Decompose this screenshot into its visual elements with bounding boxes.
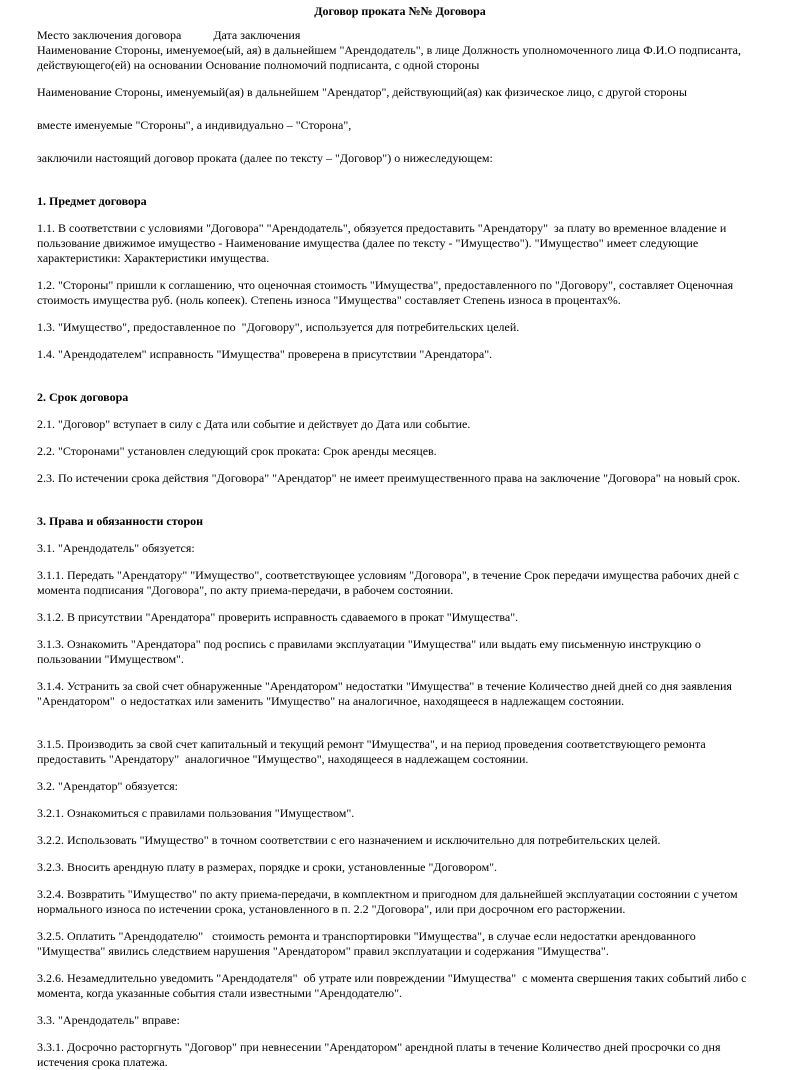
clause-3-2: 3.2. "Арендатор" обязуется: [37, 779, 178, 793]
section-heading-1: 1. Предмет договора [37, 194, 147, 208]
clause-2-1: 2.1. "Договор" вступает в силу с Дата или событие и действует до Дата или событие. [37, 417, 471, 431]
clause-3-2-4: 3.2.4. Возвратить "Имущество" по акту приема-передачи, в комплектном и пригодном для дальнейшей эксплуатации состоянии с учетом нормального износа по истечении срока, установленного в п. 2.2 "Договора", или при досрочном его расторжении. [37, 887, 738, 916]
clause-1-3: 1.3. "Имущество", предоставленное по "Договору", используется для потребительских целей. [37, 320, 520, 334]
clause-3-2-5: 3.2.5. Оплатить "Арендодателю" стоимость ремонта и транспортировки "Имущества", в случае если недостатки арендованного "Имущества" явились следствием нарушения "Арендатором" правил эксплуатации и содержания "Имущества". [37, 929, 702, 958]
clause-3-1-1: 3.1.1. Передать "Арендатору" "Имущество", соответствующее условиям "Договора", в течение Срок передачи имущества рабочих дней с момента подписания "Договора", по акту приема-передачи, в рабочем состоянии. [37, 568, 739, 597]
preamble-landlord: Наименование Стороны, именуемое(ый, ая) в дальнейшем "Арендодатель", в лице Должность уполномоченного лица Ф.И.О подписанта, действующего(ей) на основании Основание полномочий подписанта, с одной стороны [37, 43, 741, 72]
document-title: Договор проката №№ Договора [314, 4, 486, 18]
section-heading-3: 3. Права и обязанности сторон [37, 514, 204, 528]
clause-2-2: 2.2. "Сторонами" установлен следующий срок проката: Срок аренды месяцев. [37, 444, 437, 458]
place-date-row [37, 28, 763, 43]
clause-3-2-3: 3.2.3. Вносить арендную плату в размерах, порядке и сроки, установленные "Договором". [37, 860, 498, 874]
clause-1-2: 1.2. "Стороны" пришли к соглашению, что оценочная стоимость "Имущества", предоставленного по "Договору", составляет Оценочная стоимость имущества руб. (ноль копеек). Степень износа "Имущества" составляет Степень износа в процентах%. [37, 278, 737, 307]
clause-3-2-6: 3.2.6. Незамедлительно уведомить "Арендодателя" об утрате или повреждении "Имущества" с момента свершения таких событий либо с момента, когда указанные события стали известными "Арендодателю". [37, 971, 750, 1000]
clause-3-1-2: 3.1.2. В присутствии "Арендатора" проверить исправность сдаваемого в прокат "Имущества". [37, 610, 519, 624]
clause-3-1-3: 3.1.3. Ознакомить "Арендатора" под роспись с правилами эксплуатации "Имущества" или выдать ему письменную инструкцию о пользовании "Имуществом". [37, 637, 701, 666]
clause-1-4: 1.4. "Арендодателем" исправность "Имущества" проверена в присутствии "Арендатора". [37, 347, 493, 361]
preamble-agreement: заключили настоящий договор проката (далее по тексту – "Договор") о нижеследующем: [37, 151, 493, 165]
clause-3-3: 3.3. "Арендодатель" вправе: [37, 1013, 180, 1027]
preamble-tenant: Наименование Стороны, именуемый(ая) в дальнейшем "Арендатор", действующий(ая) как физическое лицо, с другой стороны [37, 85, 687, 99]
clause-3-1-5: 3.1.5. Производить за свой счет капитальный и текущий ремонт "Имущества", и на период проведения соответствующего ремонта предоставить "Арендатору" аналогичное "Имущество", находящееся в надлежащем состоянии. [37, 737, 709, 766]
clause-2-3: 2.3. По истечении срока действия "Договора" "Арендатор" не имеет преимущественного права на заключение "Договора" на новый срок. [37, 471, 741, 485]
place-label: Место заключения договора [37, 28, 182, 42]
clause-3-2-1: 3.2.1. Ознакомиться с правилами пользования "Имуществом". [37, 806, 355, 820]
clause-3-1-4: 3.1.4. Устранить за свой счет обнаруженные "Арендатором" недостатки "Имущества" в течение Количество дней дней со дня заявления "Арендатором" о недостатках или заменить "Имущество" на аналогичное, находящееся в надлежащем состоянии. [37, 679, 735, 708]
date-label: Дата заключения [213, 28, 301, 42]
clause-3-3-1: 3.3.1. Досрочно расторгнуть "Договор" при невнесении "Арендатором" арендной платы в течение Количество дней просрочки со дня истечения срока платежа. [37, 1040, 721, 1069]
preamble-parties: вместе именуемые "Стороны", а индивидуально – "Сторона", [37, 118, 352, 132]
clause-3-1: 3.1. "Арендодатель" обязуется: [37, 541, 195, 555]
section-heading-2: 2. Срок договора [37, 390, 129, 404]
clause-1-1: 1.1. В соответствии с условиями "Договора" "Арендодатель", обязуется предоставить "Арендатору" за плату во временное владение и пользование движимое имущество - Наименование имущества (далее по тексту - "Имущество"). "Имущество" имеет следующие характеристики: Характеристики имущества. [37, 221, 730, 265]
clause-3-2-2: 3.2.2. Использовать "Имущество" в точном соответствии с его назначением и исключительно для потребительских целей. [37, 833, 661, 847]
